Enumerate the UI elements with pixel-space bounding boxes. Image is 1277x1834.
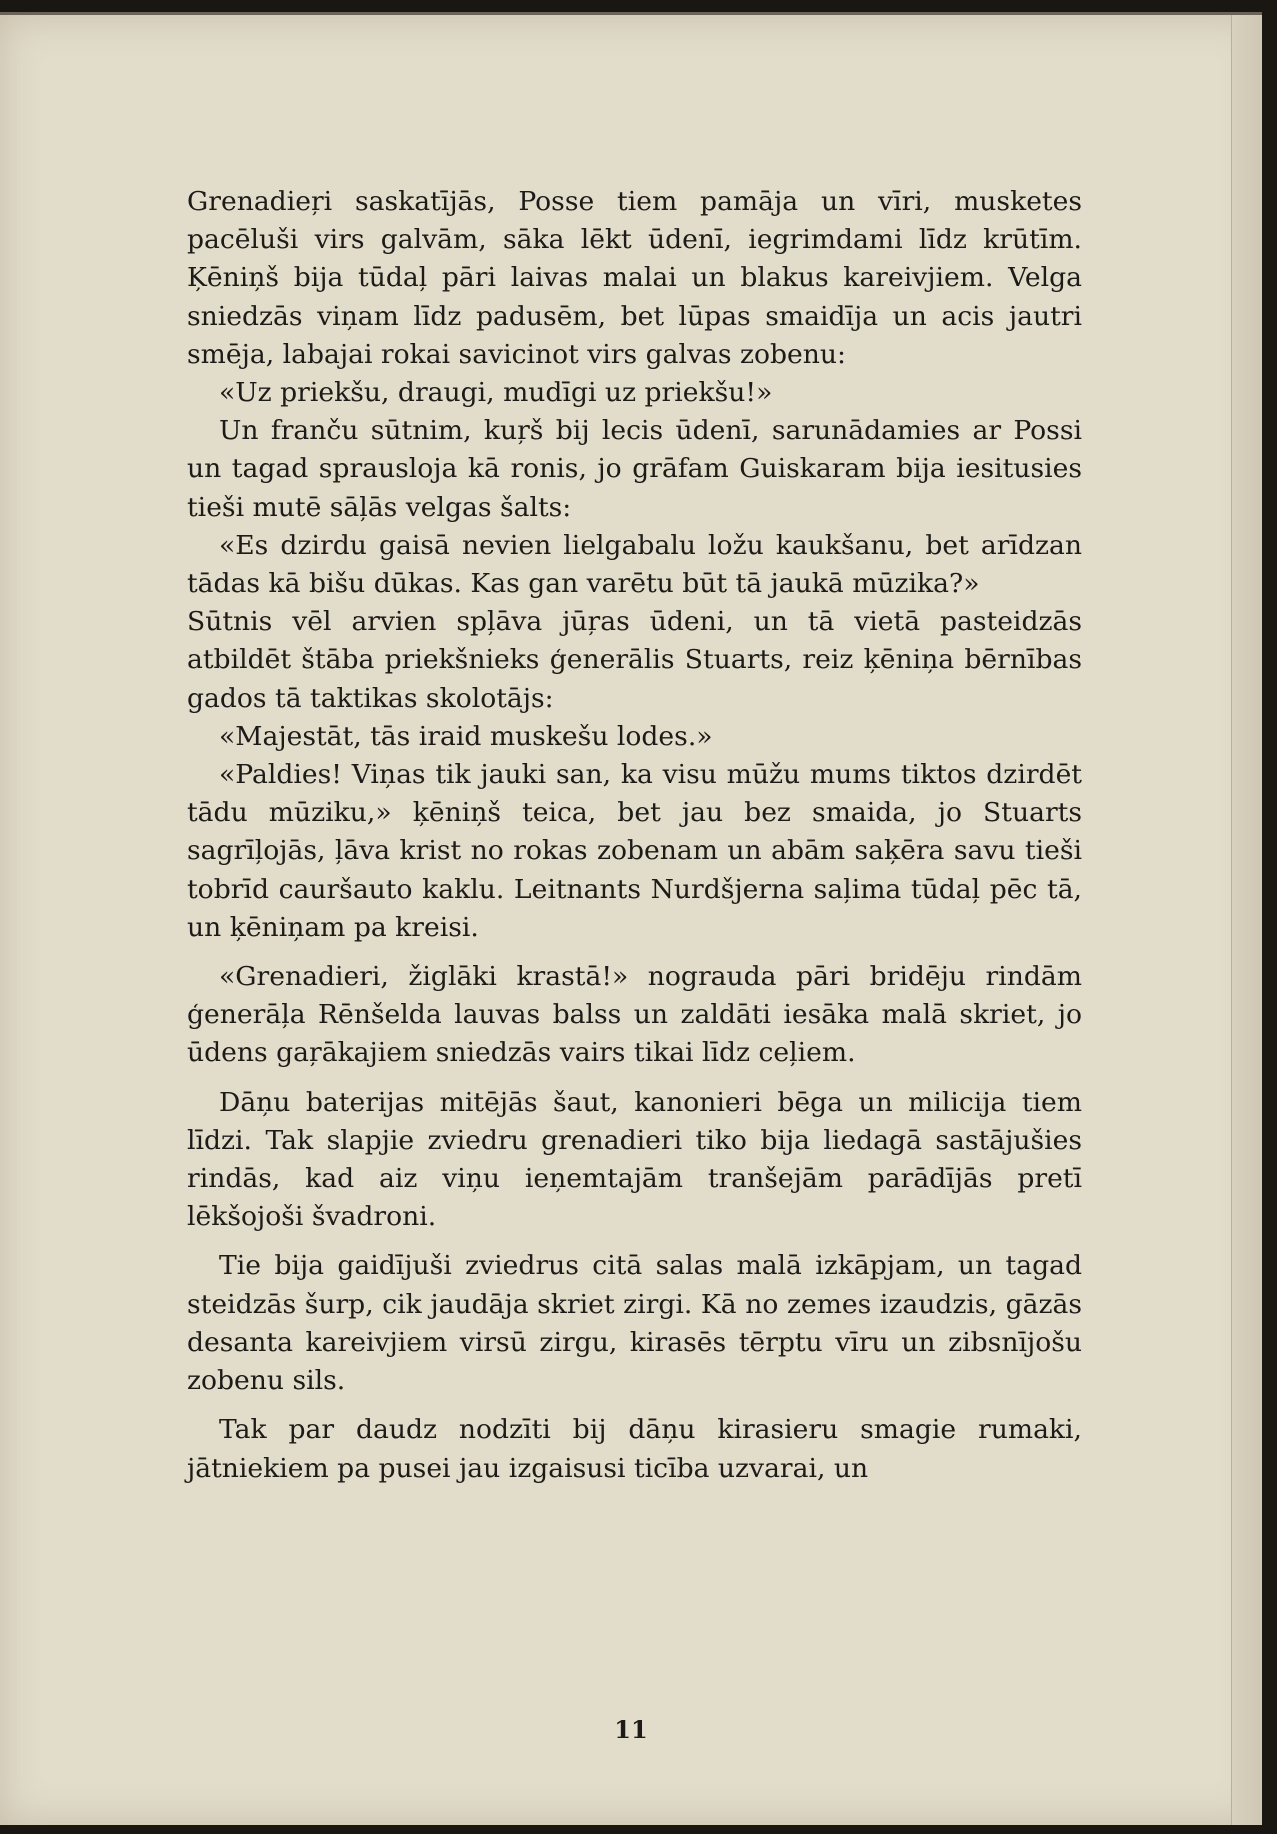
paragraph-11: Tak par daudz nodzīti bij dāņu kirasieru smagie rumaki, jātniekiem pa pusei jau izgaisusi ticība uzvarai, un: [187, 1414, 1082, 1484]
paragraph-5: Sūtnis vēl arvien spļāva jūŗas ūdeni, un tā vietā pasteidzās atbildēt štāba priekšnieks ģenerālis Stuarts, reiz ķēniņa bērnības gados tā taktikas skolotājs:: [187, 606, 1082, 714]
paragraph-4: «Es dzirdu gaisā nevien lielgabalu ložu kaukšanu, bet arīdzan tādas kā bišu dūkas. Kas gan varētu būt tā jaukā mūzika?»: [187, 529, 1082, 600]
paragraph-6: «Majestāt, tās iraid muskešu lodes.»: [219, 720, 713, 752]
page-edge: [1231, 15, 1262, 1825]
paragraph-2: «Uz priekšu, draugi, mudīgi uz priekšu!»: [219, 377, 773, 409]
body-text: [187, 183, 1082, 1488]
paragraph-8: «Grenadieri, žiglāki krastā!» nograuda pāri bridēju rindām ģenerāļa Rēnšelda lauvas balss un zaldāti iesāka malā skriet, jo ūdens gaŗākajiem sniedzās vairs tikai līdz ceļiem.: [187, 961, 1082, 1069]
paragraph-3: Un franču sūtnim, kuŗš bij lecis ūdenī, sarunādamies ar Possi un tagad sprausloja kā ronis, jo grāfam Guiskaram bija iesitusies tieši mutē sāļās velgas šalts:: [187, 415, 1082, 523]
book-page: [0, 12, 1262, 1825]
paragraph-10: Tie bija gaidījuši zviedrus citā salas malā izkāpjam, un tagad steidzās šurp, cik jaudāja skriet zirgi. Kā no zemes izaudzis, gāzās desanta kareivjiem virsū zirgu, kirasēs tērptu vīru un zibsnījošu zobenu sils.: [187, 1250, 1082, 1397]
page-number: 11: [614, 1715, 648, 1744]
paragraph-1: Grenadieŗi saskatījās, Posse tiem pamāja un vīri, musketes pacēluši virs galvām, sāka lēkt ūdenī, iegrimdami līdz krūtīm. Ķēniņš bija tūdaļ pāri laivas malai un blakus kareivjiem. Velga sniedzās viņam līdz padusēm, bet lūpas smaidīja un acis jautri smēja, labajai rokai savicinot virs galvas zobenu:: [187, 186, 1082, 370]
paragraph-7: «Paldies! Viņas tik jauki san, ka visu mūžu mums tiktos dzirdēt tādu mūziku,» ķēniņš teica, bet jau bez smaida, jo Stuarts sagrīļojās, ļāva krist no rokas zobenam un abām saķēra savu tieši tobrīd cauršauto kaklu. Leitnants Nurdšjerna saļima tūdaļ pēc tā, un ķēniņam pa kreisi.: [187, 759, 1082, 943]
paragraph-9: Dāņu baterijas mitējās šaut, kanonieri bēga un milicija tiem līdzi. Tak slapjie zviedru grenadieri tiko bija liedagā sastājušies rindās, kad aiz viņu ieņemtajām tranšejām parādījās pretī lēkšojoši švadroni.: [187, 1086, 1082, 1233]
